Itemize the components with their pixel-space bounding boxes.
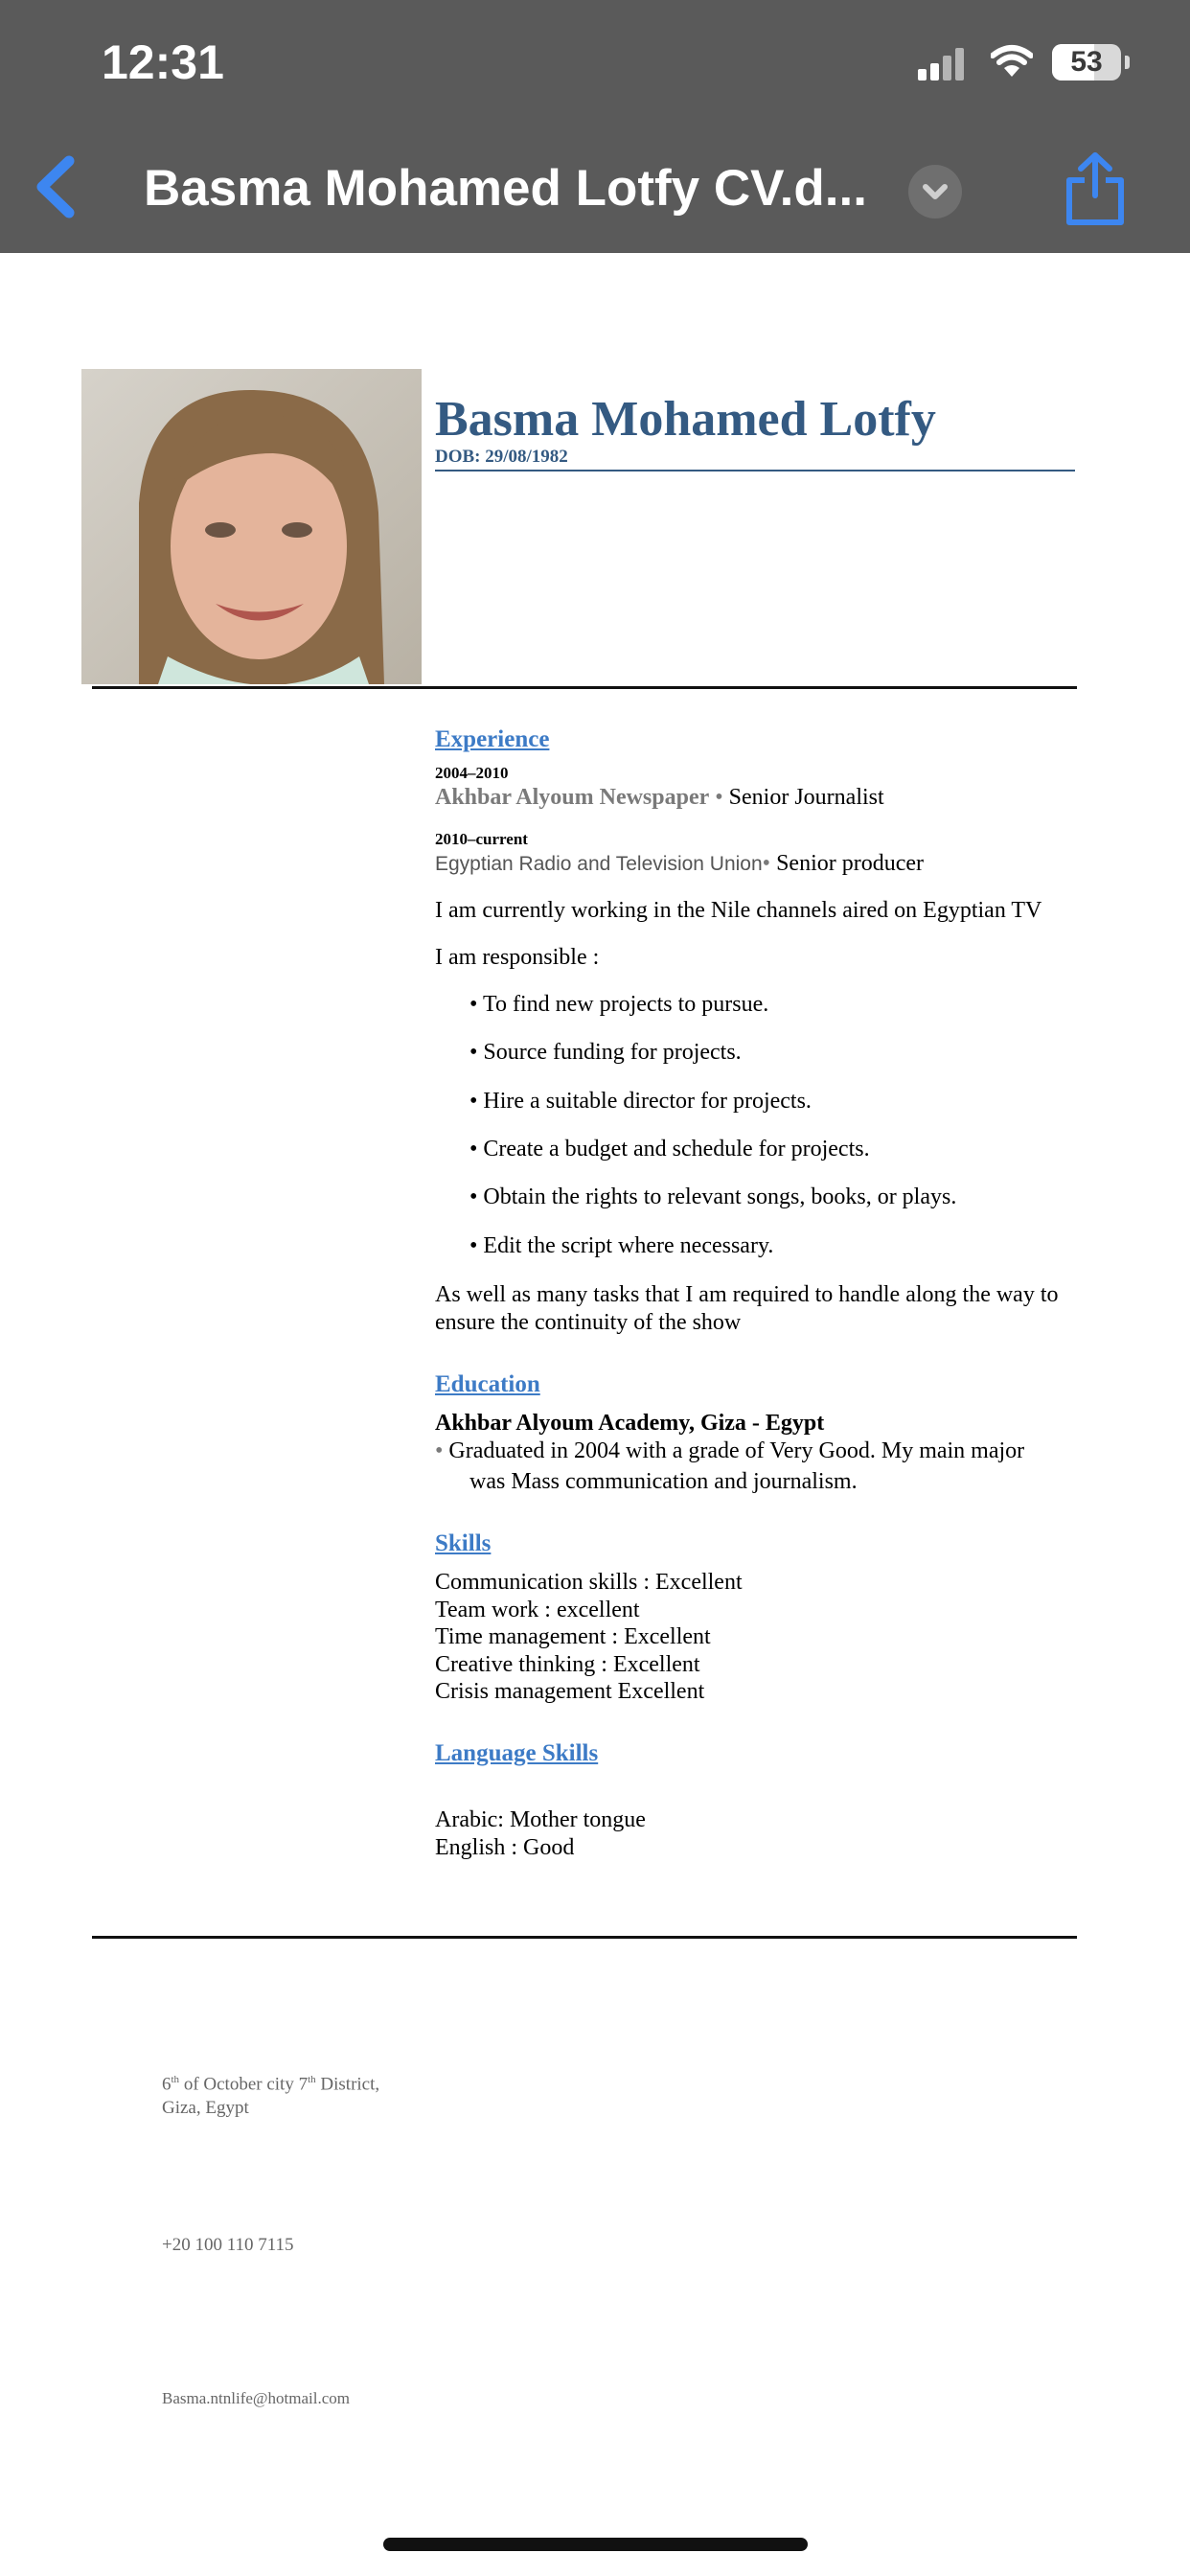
candidate-name: Basma Mohamed Lotfy: [435, 392, 936, 447]
title-menu-button[interactable]: [908, 165, 962, 218]
closing-text-line1: As well as many tasks that I am required to handle along the way to: [435, 1282, 1059, 1307]
responsible-intro: I am responsible :: [435, 945, 600, 970]
job-separator: •: [709, 785, 729, 810]
closing-text-line2: ensure the continuity of the show: [435, 1310, 742, 1335]
skills-heading[interactable]: Skills: [435, 1530, 492, 1556]
skill-item: Crisis management Excellent: [435, 1679, 705, 1704]
job-years: 2004–2010: [435, 764, 509, 782]
bottom-divider: [92, 1936, 1077, 1939]
list-item: • Obtain the rights to relevant songs, books, or plays.: [469, 1184, 957, 1209]
education-detail: • Graduated in 2004 with a grade of Very Good. My main major: [435, 1438, 1025, 1463]
list-item: • Edit the script where necessary.: [469, 1233, 774, 1258]
battery-icon: [1052, 44, 1121, 80]
skill-item: Communication skills : Excellent: [435, 1570, 743, 1595]
experience-heading[interactable]: Experience: [435, 726, 550, 752]
battery-level-text: 53: [1070, 46, 1103, 78]
job-role: Senior Journalist: [728, 785, 884, 810]
language-item: English : Good: [435, 1835, 575, 1860]
status-time: 12:31: [102, 35, 224, 89]
job-separator: •: [762, 851, 777, 876]
top-divider: [92, 686, 1077, 689]
cellular-signal-icon: [918, 46, 966, 80]
job-years: 2010–current: [435, 830, 528, 848]
back-button[interactable]: [29, 153, 86, 220]
skill-item: Time management : Excellent: [435, 1624, 711, 1649]
education-detail-line2: was Mass communication and journalism.: [469, 1469, 858, 1494]
wifi-icon: [991, 44, 1033, 79]
chevron-down-icon: [908, 165, 962, 218]
name-underline: [435, 470, 1075, 472]
address: 6th of October city 7th District, Giza, Egypt: [162, 2074, 380, 2119]
job-role: Senior producer: [776, 851, 925, 876]
skill-item: Team work : excellent: [435, 1598, 640, 1622]
address-line2: Giza, Egypt: [162, 2098, 249, 2119]
list-item: • To find new projects to pursue.: [469, 992, 769, 1017]
education-school: Akhbar Alyoum Academy, Giza - Egypt: [435, 1411, 825, 1436]
list-item: • Create a budget and schedule for projects.: [469, 1137, 870, 1162]
list-item: • Hire a suitable director for projects.: [469, 1089, 812, 1114]
date-of-birth: DOB: 29/08/1982: [435, 447, 568, 467]
job-entry: [435, 851, 924, 877]
share-button[interactable]: [1062, 150, 1129, 226]
skill-item: Creative thinking : Excellent: [435, 1652, 700, 1677]
education-heading[interactable]: Education: [435, 1371, 540, 1397]
current-work-text: I am currently working in the Nile channels aired on Egyptian TV: [435, 898, 1042, 923]
phone-number[interactable]: +20 100 110 7115: [162, 2235, 294, 2255]
top-bar: [0, 0, 1190, 253]
language-skills-heading[interactable]: Language Skills: [435, 1740, 599, 1766]
home-indicator[interactable]: [383, 2538, 808, 2551]
email-address[interactable]: Basma.ntnlife@hotmail.com: [162, 2389, 351, 2407]
job-employer: Akhbar Alyoum Newspaper: [435, 785, 710, 810]
job-entry: [435, 785, 884, 811]
document-title[interactable]: Basma Mohamed Lotfy CV.d...: [144, 160, 867, 217]
job-employer: Egyptian Radio and Television Union: [435, 853, 763, 875]
list-item: • Source funding for projects.: [469, 1040, 742, 1065]
profile-photo: [81, 369, 422, 684]
language-item: Arabic: Mother tongue: [435, 1807, 646, 1832]
